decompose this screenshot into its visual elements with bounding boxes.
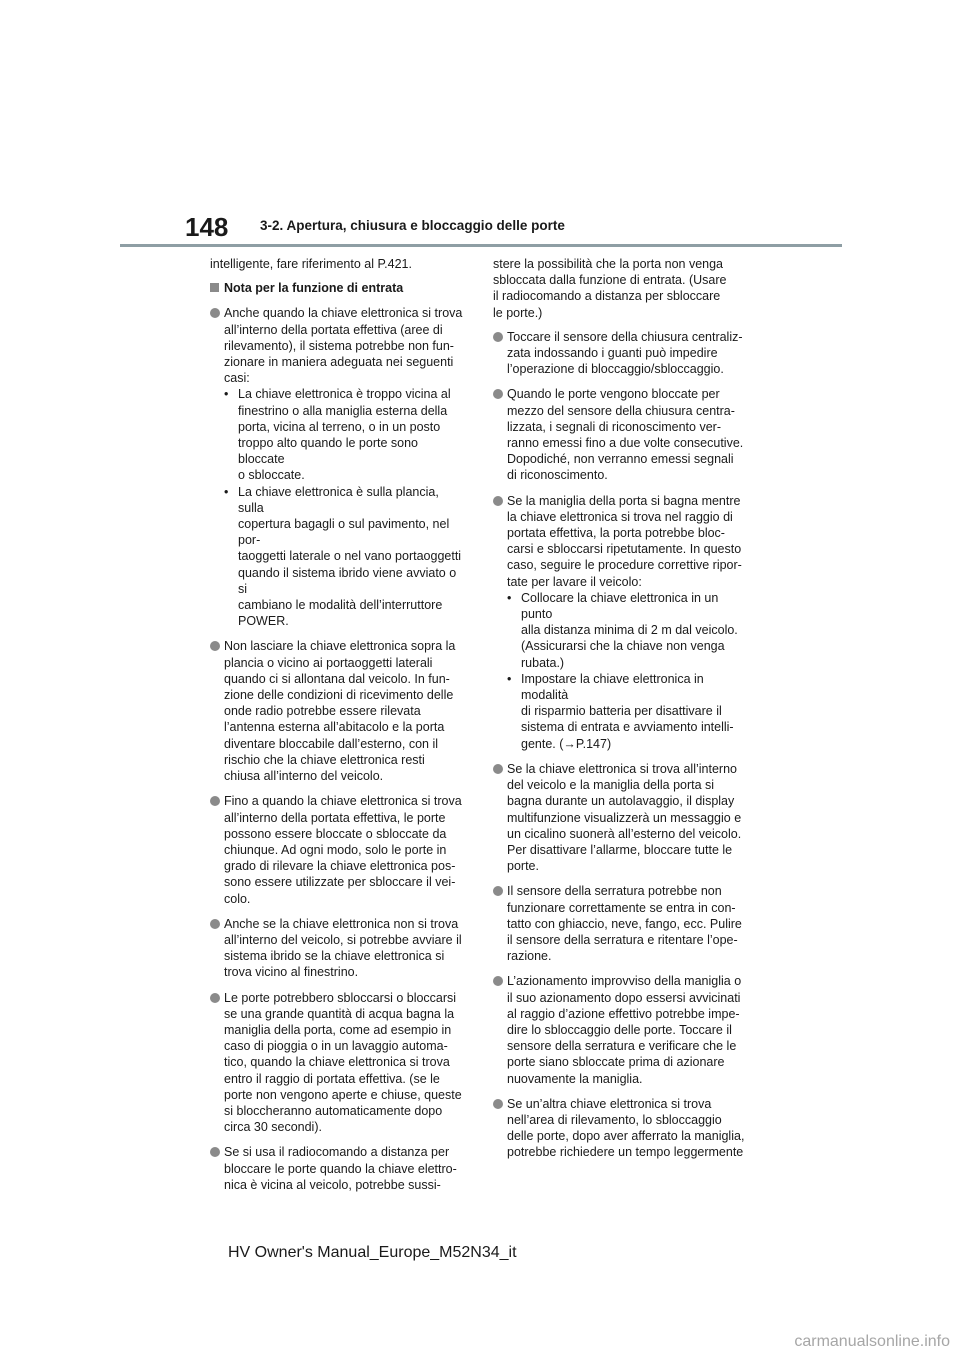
text-line: o sbloccate. [238, 468, 305, 483]
item-text [224, 990, 466, 1136]
sub-item-text [238, 386, 466, 483]
text-line: il sensore della serratura e ritentare l’ope- [507, 932, 738, 947]
text-line: alla distanza minima di 2 m dal veicolo. [521, 623, 738, 638]
text-line: diventare bloccabile dall’esterno, con il [224, 736, 439, 751]
list-item [493, 1096, 751, 1161]
text-line: La chiave elettronica è troppo vicina al [238, 387, 451, 402]
item-text [507, 329, 751, 378]
text-line: bagna durante un autolavaggio, il display [507, 794, 735, 809]
text-line: all’interno del veicolo, si potrebbe avviare il [224, 932, 462, 947]
page-number: 148 [185, 212, 229, 242]
item-text [224, 305, 466, 386]
right-column [493, 256, 751, 1170]
square-bullet-icon [210, 283, 219, 292]
text-line: Impostare la chiave elettronica in modalità [521, 671, 704, 703]
text-line: caso, seguire le procedure correttive ripor- [507, 558, 742, 573]
text-line: del veicolo e la maniglia della porta si [507, 778, 715, 793]
text-line: caso di pioggia o in un lavaggio automa- [224, 1039, 448, 1054]
text-line: sbloccata dalla funzione di entrata. (Usare [493, 273, 727, 288]
text-line: un cicalino suonerà all’esterno del veicolo. [507, 826, 742, 841]
item-body [507, 761, 751, 874]
text-line: (Assicurarsi che la chiave non venga [521, 639, 725, 654]
text-line: gente. (→P.147) [521, 736, 612, 751]
right-item-list [493, 329, 751, 1161]
text-line: all’interno della portata effettiva, le porte [224, 810, 446, 825]
text-line: quando il sistema ibrido viene avviato o si [238, 565, 457, 596]
item-body [507, 493, 751, 752]
text-line: Collocare la chiave elettronica in un punto [521, 590, 719, 622]
text-line: cambiano le modalità dell’interruttore [238, 598, 443, 613]
item-body [224, 305, 466, 629]
text-line: POWER. [238, 614, 289, 629]
left-column [210, 256, 466, 1202]
text-line: rubata.) [521, 655, 565, 670]
list-item [493, 493, 751, 752]
text-line: sono essere utilizzate per sbloccare il vei- [224, 875, 456, 890]
item-text [507, 493, 751, 590]
text-line: maniglia della porta, come ad esempio in [224, 1022, 452, 1037]
item-text [224, 638, 466, 784]
circle-bullet-icon [493, 764, 503, 774]
list-item [493, 761, 751, 874]
text-line: zata indossando i guanti può impedire [507, 346, 718, 361]
text-line: finestrino o alla maniglia esterna della [238, 403, 448, 418]
text-line: dire lo sbloccaggio delle porte. Toccare il [507, 1022, 732, 1037]
sub-list-item [507, 671, 751, 752]
footer-text: HV Owner's Manual_Europe_M52N34_it [228, 1244, 517, 1261]
item-body [507, 329, 751, 378]
item-body [224, 793, 466, 906]
text-line: si bloccheranno automaticamente dopo [224, 1103, 443, 1118]
text-line: sistema di entrata e avviamento intelli- [521, 720, 734, 735]
text-line: al raggio d’azione effettivo potrebbe impe- [507, 1006, 740, 1021]
text-line: Per disattivare l’allarme, bloccare tutte le [507, 842, 733, 857]
text-line: Quando le porte vengono bloccate per [507, 387, 720, 402]
text-line: Il sensore della serratura potrebbe non [507, 884, 722, 899]
subheading [210, 280, 466, 296]
intro-paragraph [210, 256, 466, 272]
text-line: taoggetti laterale o nel vano portaoggetti [238, 549, 462, 564]
list-item [493, 329, 751, 378]
item-text [224, 793, 466, 906]
text-line: chiunque. Ad ogni modo, solo le porte in [224, 842, 447, 857]
text-line: sistema ibrido se la chiave elettronica si [224, 949, 445, 964]
text-line: Non lasciare la chiave elettronica sopra la [224, 639, 456, 654]
text-line: carsi e sbloccarsi ripetutamente. In questo [507, 542, 742, 557]
circle-bullet-icon [210, 796, 220, 806]
item-text [507, 883, 751, 964]
circle-bullet-icon [493, 332, 503, 342]
text-line: il radiocomando a distanza per sbloccare [493, 289, 721, 304]
intro-text: intelligente, fare riferimento al P.421. [210, 257, 412, 271]
item-body [224, 916, 466, 981]
text-line: nuovamente la maniglia. [507, 1071, 643, 1086]
dot-bullet-icon: • [224, 484, 229, 499]
sub-list-item [224, 484, 466, 630]
text-line: entro il raggio di portata effettiva. (se le [224, 1071, 440, 1086]
text-line: di risparmio batteria per disattivare il [521, 704, 722, 719]
item-text [507, 761, 751, 874]
text-line: porta, vicina al terreno, o in un posto [238, 419, 441, 434]
text-line: Le porte potrebbero sbloccarsi o bloccarsi [224, 990, 457, 1005]
text-line: Dopodiché, non verranno emessi segnali [507, 452, 734, 467]
circle-bullet-icon [210, 1147, 220, 1157]
text-line: Anche se la chiave elettronica non si trova [224, 916, 459, 931]
sub-item-text [521, 671, 751, 752]
item-body [507, 386, 751, 483]
sub-list-item [507, 590, 751, 671]
list-item [493, 883, 751, 964]
watermark: carmanualsonline.info [794, 1333, 950, 1350]
circle-bullet-icon [493, 976, 503, 986]
circle-bullet-icon [493, 389, 503, 399]
circle-bullet-icon [210, 919, 220, 929]
item-text [507, 1096, 751, 1161]
text-line: Se un’altra chiave elettronica si trova [507, 1096, 712, 1111]
sub-item-text [238, 484, 466, 630]
continuation-paragraph [493, 256, 751, 321]
circle-bullet-icon [210, 993, 220, 1003]
text-line: Fino a quando la chiave elettronica si trova [224, 794, 462, 809]
item-text [224, 1144, 466, 1193]
list-item [210, 305, 466, 629]
list-item [210, 638, 466, 784]
text-line: all’interno della portata effettiva (aree di [224, 322, 443, 337]
sub-item-text [521, 590, 751, 671]
text-line: rischio che la chiave elettronica resti [224, 752, 425, 767]
item-body [224, 1144, 466, 1193]
text-line: porte. [507, 859, 539, 874]
text-line: le porte.) [493, 305, 543, 320]
text-line: trova vicino al finestrino. [224, 965, 359, 980]
text-line: L’azionamento improvviso della maniglia o [507, 974, 742, 989]
text-line: troppo alto quando le porte sono bloccate [238, 436, 418, 467]
text-line: mezzo del sensore della chiusura centra- [507, 403, 735, 418]
text-line: quando ci si allontana dal veicolo. In fun- [224, 671, 450, 686]
text-line: porte non vengono aperte e chiuse, queste [224, 1087, 462, 1102]
text-line: rilevamento), il sistema potrebbe non fun- [224, 338, 454, 353]
text-line: tico, quando la chiave elettronica si trova [224, 1055, 450, 1070]
item-body [224, 638, 466, 784]
item-body [507, 883, 751, 964]
text-line: stere la possibilità che la porta non venga [493, 257, 724, 271]
list-item [493, 386, 751, 483]
text-line: delle porte, dopo aver afferrato la maniglia, [507, 1129, 745, 1144]
dot-bullet-icon: • [224, 387, 229, 402]
text-line: porte siano sbloccate prima di azionare [507, 1055, 725, 1070]
text-line: sensore della serratura e verificare che le [507, 1039, 737, 1054]
section-title: 3-2. Apertura, chiusura e bloccaggio delle porte [260, 218, 565, 233]
text-line: Se si usa il radiocomando a distanza per [224, 1145, 450, 1160]
text-line: di riconoscimento. [507, 468, 608, 483]
text-line: l’operazione di bloccaggio/sbloccaggio. [507, 362, 724, 377]
text-line: casi: [224, 371, 250, 386]
text-line: funzionare correttamente se entra in con- [507, 900, 736, 915]
text-line: lizzata, i segnali di riconoscimento ver- [507, 419, 721, 434]
list-item [210, 793, 466, 906]
circle-bullet-icon [493, 1099, 503, 1109]
text-line: possono essere bloccate o sbloccate da [224, 826, 447, 841]
left-item-list [210, 305, 466, 1193]
text-line: tate per lavare il veicolo: [507, 574, 642, 589]
dot-bullet-icon: • [507, 590, 512, 605]
text-line: La chiave elettronica è sulla plancia, sulla [238, 484, 439, 515]
text-line: il suo azionamento dopo essersi avvicinati [507, 990, 741, 1005]
text-line: ranno emessi fino a due volte consecutive. [507, 436, 744, 451]
header-divider [120, 244, 842, 247]
text-line: la chiave elettronica si trova nel raggio di [507, 509, 733, 524]
item-body [507, 1096, 751, 1161]
text-line: potrebbe richiedere un tempo leggermente [507, 1145, 744, 1160]
text-line: razione. [507, 949, 552, 964]
text-line: plancia o vicino ai portaoggetti laterali [224, 655, 433, 670]
text-line: chiusa all’interno del veicolo. [224, 769, 384, 784]
text-line: onde radio potrebbe essere rilevata [224, 704, 421, 719]
item-text [507, 973, 751, 1086]
circle-bullet-icon [493, 886, 503, 896]
text-line: portata effettiva, la porta potrebbe bloc- [507, 526, 725, 541]
list-item [210, 916, 466, 981]
text-line: nell’area di rilevamento, lo sbloccaggio [507, 1112, 722, 1127]
list-item [210, 990, 466, 1136]
item-text [507, 386, 751, 483]
circle-bullet-icon [210, 641, 220, 651]
text-line: Toccare il sensore della chiusura centraliz- [507, 329, 743, 344]
sub-list-item [224, 386, 466, 483]
item-body [507, 973, 751, 1086]
text-line: zionare in maniera adeguata nei seguenti [224, 355, 454, 370]
item-text [224, 916, 466, 981]
text-line: copertura bagagli o sul pavimento, nel por- [238, 517, 450, 548]
text-line: multifunzione visualizzerà un messaggio e [507, 810, 742, 825]
text-line: grado di rilevare la chiave elettronica pos- [224, 859, 456, 874]
list-item [210, 1144, 466, 1193]
text-line: zione delle condizioni di ricevimento delle [224, 688, 454, 703]
text-line: bloccare le porte quando la chiave elettro- [224, 1161, 457, 1176]
text-line: se una grande quantità di acqua bagna la [224, 1006, 455, 1021]
dot-bullet-icon: • [507, 671, 512, 686]
text-line: circa 30 secondi). [224, 1120, 322, 1135]
list-item [493, 973, 751, 1086]
text-line: Se la maniglia della porta si bagna mentre [507, 493, 741, 508]
circle-bullet-icon [210, 308, 220, 318]
text-line: tatto con ghiaccio, neve, fango, ecc. Pulire [507, 916, 742, 931]
text-line: nica è vicina al veicolo, potrebbe sussi- [224, 1177, 441, 1192]
subheading-text: Nota per la funzione di entrata [224, 281, 404, 296]
text-line: colo. [224, 891, 251, 906]
text-line: Anche quando la chiave elettronica si trova [224, 306, 463, 321]
circle-bullet-icon [493, 496, 503, 506]
item-body [224, 990, 466, 1136]
text-line: Se la chiave elettronica si trova all’interno [507, 761, 737, 776]
text-line: l’antenna esterna all’abitacolo e la porta [224, 720, 445, 735]
